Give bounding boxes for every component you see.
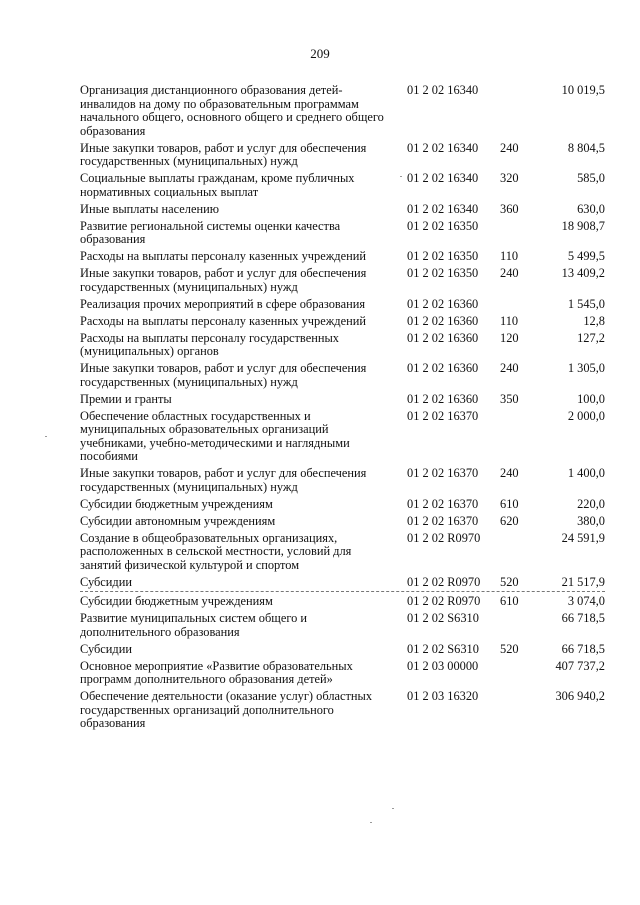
row-name: Расходы на выплаты персоналу государственных (муниципальных) органов xyxy=(80,330,339,358)
row-code: 01 2 02 16360 xyxy=(407,361,479,375)
row-type: 610 xyxy=(500,594,519,608)
table-row xyxy=(80,172,605,199)
table-row xyxy=(80,576,605,593)
row-amount: 2 000,0 xyxy=(567,408,605,423)
row-amount: 220,0 xyxy=(577,496,605,511)
row-name: Субсидии xyxy=(80,574,132,589)
row-type: 120 xyxy=(500,330,519,345)
table-row xyxy=(80,332,605,359)
row-name: Субсидии бюджетным учреждениям xyxy=(80,496,273,511)
row-type: 240 xyxy=(500,466,519,480)
row-amount: 630,0 xyxy=(577,201,605,216)
row-amount: 1 400,0 xyxy=(567,466,605,480)
row-code: 01 2 02 16370 xyxy=(407,496,479,511)
table-row xyxy=(80,267,605,294)
row-type: 360 xyxy=(500,201,519,216)
row-code: 01 2 02 16340 xyxy=(407,171,479,185)
row-amount: 18 908,7 xyxy=(561,218,605,233)
row-name: Обеспечение областных государственных и муниципальных образовательных организаций учебниками, учебно-методическими и наглядными пособиями xyxy=(80,408,350,463)
row-code: 01 2 02 16370 xyxy=(407,466,479,480)
row-type: 520 xyxy=(500,641,519,656)
table-row xyxy=(80,595,605,609)
table-row xyxy=(80,515,605,529)
row-name: Иные закупки товаров, работ и услуг для обеспечения государственных (муниципальных) нужд xyxy=(80,361,367,389)
row-name: Субсидии автономным учреждениям xyxy=(80,513,276,528)
table-row xyxy=(80,690,605,731)
row-type: 350 xyxy=(500,391,519,406)
table-row xyxy=(80,612,605,639)
row-amount: 24 591,9 xyxy=(561,530,605,545)
row-name: Субсидии бюджетным учреждениям xyxy=(80,594,273,608)
row-code: 01 2 02 S6310 xyxy=(407,641,479,656)
row-name: Основное мероприятие «Развитие образовательных программ дополнительного образования детей» xyxy=(80,658,353,686)
table-row xyxy=(80,660,605,687)
row-name: Развитие региональной системы оценки качества образования xyxy=(80,218,341,246)
row-name: Расходы на выплаты персоналу казенных учреждений xyxy=(80,313,366,328)
row-type: 520 xyxy=(500,574,519,589)
row-type: 110 xyxy=(500,313,519,328)
row-code: 01 2 02 16370 xyxy=(407,513,479,528)
row-code: 01 2 02 16360 xyxy=(407,391,479,406)
row-name: Развитие муниципальных систем общего и дополнительного образования xyxy=(80,611,308,639)
table-row xyxy=(80,142,605,169)
row-type: 610 xyxy=(500,496,519,511)
row-amount: 306 940,2 xyxy=(555,689,605,703)
row-type: 320 xyxy=(500,171,519,185)
table-row xyxy=(80,643,605,657)
row-amount: 127,2 xyxy=(577,330,605,345)
table-row xyxy=(80,298,605,312)
row-name: Иные закупки товаров, работ и услуг для обеспечения государственных (муниципальных) нужд xyxy=(80,266,367,294)
row-code: 01 2 03 16320 xyxy=(407,689,479,703)
row-amount: 585,0 xyxy=(577,171,605,185)
table-row xyxy=(80,203,605,217)
table-row xyxy=(80,250,605,264)
row-amount: 10 019,5 xyxy=(561,83,605,97)
row-code: 01 2 02 16350 xyxy=(407,266,479,280)
table-row xyxy=(80,315,605,329)
table-row xyxy=(80,498,605,512)
row-code: 01 2 02 R0970 xyxy=(407,574,481,589)
row-code: 01 2 02 16350 xyxy=(407,218,479,233)
row-name: Иные закупки товаров, работ и услуг для обеспечения государственных (муниципальных) нужд xyxy=(80,466,367,494)
row-amount: 3 074,0 xyxy=(567,594,605,608)
row-amount: 13 409,2 xyxy=(561,266,605,280)
row-amount: 12,8 xyxy=(583,313,605,328)
row-code: 01 2 02 16370 xyxy=(407,408,479,423)
budget-table xyxy=(80,84,605,734)
row-code: 01 2 02 16340 xyxy=(407,83,479,97)
scan-speck xyxy=(370,822,372,823)
table-row xyxy=(80,362,605,389)
row-code: 01 2 02 16360 xyxy=(407,313,479,328)
table-row xyxy=(80,84,605,138)
row-amount: 66 718,5 xyxy=(561,641,605,656)
row-code: 01 2 02 R0970 xyxy=(407,530,481,545)
row-code: 01 2 02 R0970 xyxy=(407,594,481,608)
row-type: 240 xyxy=(500,361,519,375)
scan-speck xyxy=(45,436,47,437)
row-name: Организация дистанционного образования детей-инвалидов на дому по образовательным программам начального общего, основного общего и среднего общего образования xyxy=(80,83,384,138)
row-code: 01 2 02 16340 xyxy=(407,201,479,216)
table-row xyxy=(80,220,605,247)
row-code: 01 2 02 S6310 xyxy=(407,611,479,625)
row-amount: 407 737,2 xyxy=(555,658,605,673)
row-amount: 21 517,9 xyxy=(561,574,605,589)
row-amount: 380,0 xyxy=(577,513,605,528)
row-name: Премии и гранты xyxy=(80,391,172,406)
row-name: Иные выплаты населению xyxy=(80,201,219,216)
row-name: Социальные выплаты гражданам, кроме публичных нормативных социальных выплат xyxy=(80,171,355,199)
row-amount: 66 718,5 xyxy=(561,611,605,625)
row-name: Иные закупки товаров, работ и услуг для обеспечения государственных (муниципальных) нужд xyxy=(80,140,367,168)
row-type: 240 xyxy=(500,140,519,155)
table-row xyxy=(80,467,605,494)
row-code: 01 2 02 16360 xyxy=(407,330,479,345)
scan-speck xyxy=(392,808,394,809)
row-code: 01 2 02 16340 xyxy=(407,140,479,155)
row-amount: 1 305,0 xyxy=(567,361,605,375)
scan-speck xyxy=(400,176,402,177)
table-row xyxy=(80,393,605,407)
page-number: 209 xyxy=(310,46,330,61)
row-name: Расходы на выплаты персоналу казенных учреждений xyxy=(80,249,366,263)
row-type: 240 xyxy=(500,266,519,280)
row-amount: 1 545,0 xyxy=(567,296,605,311)
row-amount: 100,0 xyxy=(577,391,605,406)
row-name: Реализация прочих мероприятий в сфере образования xyxy=(80,296,366,311)
row-name: Создание в общеобразовательных организациях, расположенных в сельской местности, условий для занятий физической культурой и спортом xyxy=(80,530,352,572)
row-type: 110 xyxy=(500,249,519,263)
row-amount: 5 499,5 xyxy=(567,249,605,263)
row-code: 01 2 02 16360 xyxy=(407,296,479,311)
row-type: 620 xyxy=(500,513,519,528)
table-row xyxy=(80,410,605,464)
row-code: 01 2 03 00000 xyxy=(407,658,479,673)
row-name: Субсидии xyxy=(80,641,132,656)
row-code: 01 2 02 16350 xyxy=(407,249,479,263)
row-name: Обеспечение деятельности (оказание услуг) областных государственных организаций дополнительного образования xyxy=(80,689,373,730)
table-row xyxy=(80,532,605,573)
row-amount: 8 804,5 xyxy=(567,140,605,155)
